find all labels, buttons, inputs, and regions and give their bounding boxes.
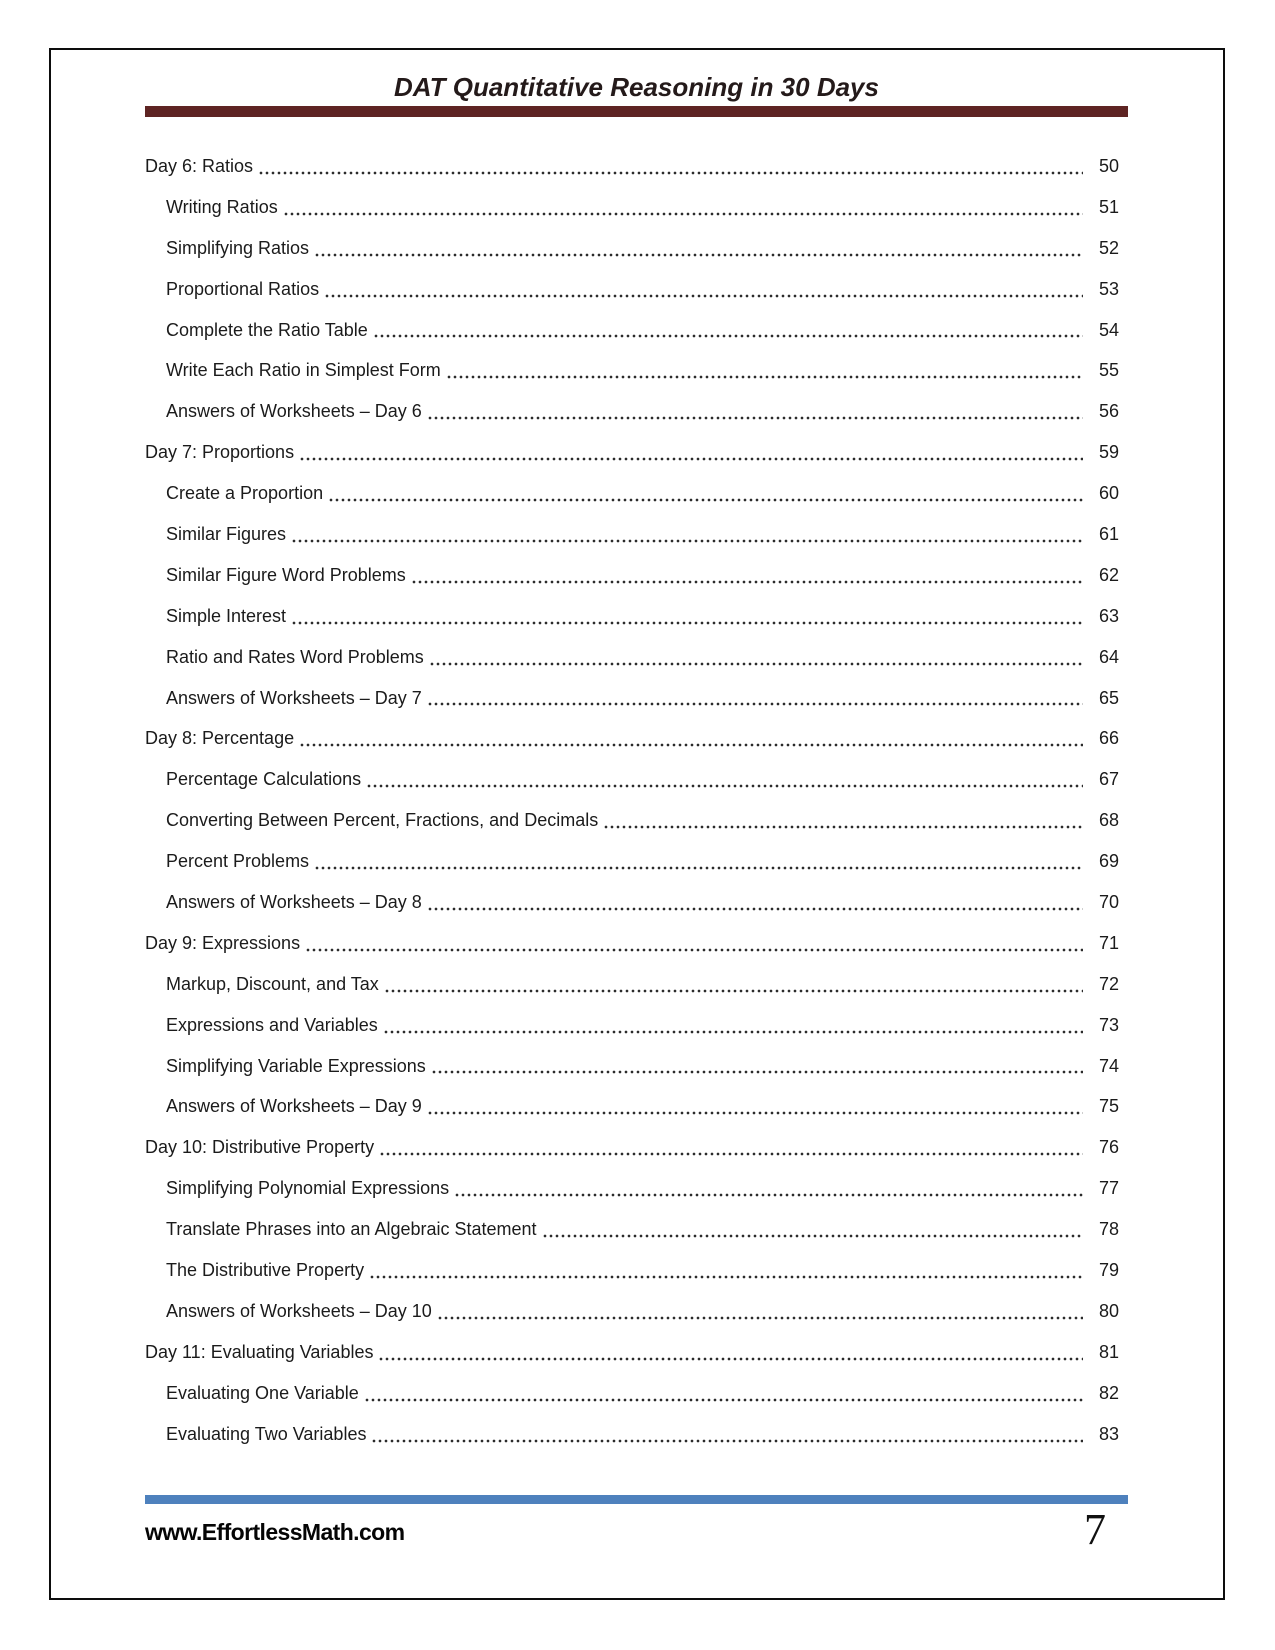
toc-leader-dots <box>542 1209 1083 1250</box>
toc-entry[interactable] <box>145 718 1128 759</box>
toc-list <box>145 146 1128 1455</box>
toc-entry-label: Day 8: Percentage <box>145 728 295 749</box>
toc-entry[interactable] <box>145 1414 1128 1455</box>
toc-leader-dots <box>366 759 1083 800</box>
toc-entry[interactable] <box>145 310 1128 351</box>
toc-entry-page: 67 <box>1098 769 1119 790</box>
toc-entry-page: 53 <box>1098 278 1119 299</box>
toc-entry-label: Simplifying Variable Expressions <box>166 1055 426 1076</box>
toc-leader-dots <box>291 596 1083 637</box>
toc-leader-dots <box>299 432 1083 473</box>
toc-entry-page: 81 <box>1098 1341 1119 1362</box>
toc-entry[interactable] <box>145 1127 1128 1168</box>
toc-entry-label: Day 7: Proportions <box>145 442 295 463</box>
toc-entry-page: 83 <box>1098 1423 1119 1444</box>
toc-entry[interactable] <box>145 923 1128 964</box>
toc-entry[interactable] <box>145 678 1128 719</box>
toc-entry-page: 66 <box>1098 728 1119 749</box>
toc-entry[interactable] <box>145 1209 1128 1250</box>
toc-entry-page: 74 <box>1098 1055 1119 1076</box>
toc-entry-page: 80 <box>1098 1300 1119 1321</box>
toc-leader-dots <box>384 964 1083 1005</box>
toc-leader-dots <box>427 678 1083 719</box>
toc-entry-label: Evaluating Two Variables <box>166 1423 367 1444</box>
toc-entry-page: 60 <box>1098 483 1119 504</box>
toc-leader-dots <box>324 269 1083 310</box>
toc-entry-label: Percentage Calculations <box>166 769 362 790</box>
toc-leader-dots <box>369 1250 1083 1291</box>
toc-leader-dots <box>305 923 1083 964</box>
toc-entry[interactable] <box>145 882 1128 923</box>
toc-entry-label: Expressions and Variables <box>166 1014 378 1035</box>
toc-leader-dots <box>328 473 1083 514</box>
toc-leader-dots <box>314 228 1083 269</box>
toc-leader-dots <box>427 882 1083 923</box>
toc-entry[interactable] <box>145 759 1128 800</box>
footer-rule <box>145 1495 1128 1504</box>
toc-entry[interactable] <box>145 1168 1128 1209</box>
toc-entry[interactable] <box>145 637 1128 678</box>
toc-entry[interactable] <box>145 187 1128 228</box>
toc-entry[interactable] <box>145 350 1128 391</box>
toc-entry[interactable] <box>145 1250 1128 1291</box>
toc-entry[interactable] <box>145 432 1128 473</box>
toc-leader-dots <box>411 555 1083 596</box>
toc-entry-label: Similar Figure Word Problems <box>166 564 406 585</box>
toc-entry-page: 51 <box>1098 196 1119 217</box>
toc-leader-dots <box>446 350 1083 391</box>
toc-leader-dots <box>364 1373 1083 1414</box>
toc-entry[interactable] <box>145 514 1128 555</box>
toc-entry[interactable] <box>145 146 1128 187</box>
toc-entry-label: Proportional Ratios <box>166 278 320 299</box>
toc-leader-dots <box>299 718 1083 759</box>
toc-entry[interactable] <box>145 964 1128 1005</box>
toc-entry[interactable] <box>145 1086 1128 1127</box>
toc-entry-label: Ratio and Rates Word Problems <box>166 646 424 667</box>
toc-entry-page: 82 <box>1098 1382 1119 1403</box>
toc-entry-label: Day 11: Evaluating Variables <box>145 1341 374 1362</box>
toc-entry-label: Day 9: Expressions <box>145 932 301 953</box>
toc-entry-page: 50 <box>1098 156 1119 176</box>
toc-entry-page: 64 <box>1098 646 1119 667</box>
toc-entry-page: 69 <box>1098 851 1119 872</box>
toc-entry-page: 77 <box>1098 1178 1119 1199</box>
toc-entry[interactable] <box>145 1291 1128 1332</box>
toc-leader-dots <box>427 391 1083 432</box>
toc-entry[interactable] <box>145 841 1128 882</box>
toc-leader-dots <box>603 800 1083 841</box>
toc-entry-label: Day 6: Ratios <box>145 156 254 176</box>
toc-entry[interactable] <box>145 1373 1128 1414</box>
toc-leader-dots <box>427 1086 1083 1127</box>
toc-entry-page: 70 <box>1098 892 1119 913</box>
toc-entry-page: 54 <box>1098 319 1119 340</box>
toc-leader-dots <box>314 841 1083 882</box>
toc-entry-label: Answers of Worksheets – Day 10 <box>166 1300 432 1321</box>
toc-entry-page: 52 <box>1098 237 1119 258</box>
toc-entry-label: Converting Between Percent, Fractions, and Decimals <box>166 810 599 831</box>
toc-entry-label: Writing Ratios <box>166 196 278 217</box>
toc-entry-label: Answers of Worksheets – Day 9 <box>166 1096 422 1117</box>
toc-entry[interactable] <box>145 473 1128 514</box>
toc-entry-label: Write Each Ratio in Simplest Form <box>166 360 441 381</box>
toc-entry-page: 55 <box>1098 360 1119 381</box>
toc-entry[interactable] <box>145 1005 1128 1046</box>
toc-entry-page: 62 <box>1098 564 1119 585</box>
toc-entry[interactable] <box>145 269 1128 310</box>
footer-website-link[interactable]: www.EffortlessMath.com <box>145 1519 405 1545</box>
toc-entry-page: 71 <box>1098 932 1119 953</box>
toc-entry-label: Simplifying Polynomial Expressions <box>166 1178 450 1199</box>
toc-leader-dots <box>431 1046 1083 1087</box>
toc-entry-label: Translate Phrases into an Algebraic Statement <box>166 1219 537 1240</box>
toc-entry-label: Percent Problems <box>166 851 310 872</box>
toc-entry[interactable] <box>145 596 1128 637</box>
toc-entry-page: 79 <box>1098 1260 1119 1281</box>
toc-entry-page: 61 <box>1098 524 1119 545</box>
toc-leader-dots <box>383 1005 1083 1046</box>
toc-entry[interactable] <box>145 391 1128 432</box>
toc-leader-dots <box>437 1291 1083 1332</box>
toc-entry-label: Evaluating One Variable <box>166 1382 359 1403</box>
toc-entry-label: The Distributive Property <box>166 1260 365 1281</box>
toc-leader-dots <box>371 1414 1083 1455</box>
toc-entry-label: Markup, Discount, and Tax <box>166 973 379 994</box>
toc-leader-dots <box>429 637 1083 678</box>
toc-leader-dots <box>291 514 1083 555</box>
toc-entry[interactable] <box>145 800 1128 841</box>
toc-entry-label: Complete the Ratio Table <box>166 319 368 340</box>
toc-entry-label: Simple Interest <box>166 605 287 626</box>
toc-entry[interactable] <box>145 555 1128 596</box>
toc-entry-page: 72 <box>1098 973 1119 994</box>
toc-entry-label: Create a Proportion <box>166 483 324 504</box>
toc-leader-dots <box>378 1332 1083 1373</box>
toc-leader-dots <box>379 1127 1083 1168</box>
toc-leader-dots <box>373 310 1083 351</box>
toc-entry[interactable] <box>145 228 1128 269</box>
toc-entry-label: Simplifying Ratios <box>166 237 310 258</box>
toc-entry[interactable] <box>145 1332 1128 1373</box>
toc-entry-page: 76 <box>1098 1137 1119 1158</box>
toc-entry-page: 65 <box>1098 687 1119 708</box>
toc-leader-dots <box>283 187 1083 228</box>
page-title: DAT Quantitative Reasoning in 30 Days <box>394 72 879 102</box>
toc-entry-page: 68 <box>1098 810 1119 831</box>
toc-entry[interactable] <box>145 1046 1128 1087</box>
toc-entry-label: Answers of Worksheets – Day 7 <box>166 687 422 708</box>
toc-entry-page: 56 <box>1098 401 1119 422</box>
toc-entry-label: Similar Figures <box>166 524 287 545</box>
toc-entry-page: 59 <box>1098 442 1119 463</box>
toc-leader-dots <box>258 146 1083 187</box>
toc-entry-page: 63 <box>1098 605 1119 626</box>
toc-entry-page: 75 <box>1098 1096 1119 1117</box>
toc-entry-page: 73 <box>1098 1014 1119 1035</box>
toc-entry-page: 78 <box>1098 1219 1119 1240</box>
toc-entry-label: Answers of Worksheets – Day 6 <box>166 401 422 422</box>
toc-leader-dots <box>454 1168 1083 1209</box>
toc-entry-label: Answers of Worksheets – Day 8 <box>166 892 422 913</box>
page-number: 7 <box>1084 1505 1106 1554</box>
header-rule <box>145 106 1128 117</box>
toc-entry-label: Day 10: Distributive Property <box>145 1137 375 1158</box>
